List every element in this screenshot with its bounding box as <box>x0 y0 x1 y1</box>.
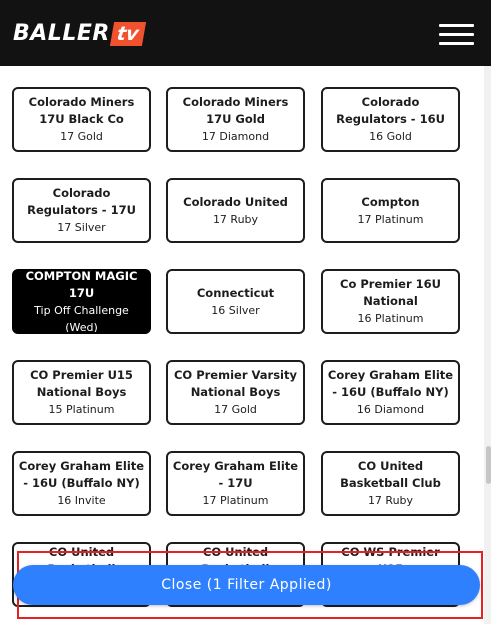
app-header <box>0 0 491 66</box>
ballertv-logo[interactable] <box>13 21 144 47</box>
logo-wordmark: BALLER <box>13 21 110 46</box>
team-filter-tile[interactable] <box>321 178 460 243</box>
team-division: 17 Platinum <box>202 494 269 507</box>
close-filter-button[interactable]: Close (1 Filter Applied) <box>13 565 480 605</box>
team-name: Colorado United <box>183 194 288 209</box>
team-division: 17 Platinum <box>357 212 424 226</box>
team-filter-tile[interactable] <box>166 87 305 152</box>
team-filter-tile[interactable] <box>321 451 460 516</box>
team-division: 17 Diamond <box>201 130 270 143</box>
team-division: 17 Ruby <box>212 212 259 226</box>
team-filter-tile[interactable] <box>166 360 305 425</box>
scrollbar-thumb[interactable] <box>486 446 491 484</box>
team-filter-tile[interactable] <box>12 451 151 516</box>
logo-badge: tv <box>110 22 147 46</box>
team-name: Colorado Regulators - 16U <box>336 95 445 126</box>
team-name: CO Premier U15 National Boys <box>30 368 133 399</box>
team-name: Corey Graham Elite - 16U (Buffalo NY) <box>18 459 145 490</box>
team-name: Co Premier 16U National <box>340 277 441 308</box>
scrollbar-track[interactable] <box>484 66 491 624</box>
team-name: Colorado Regulators - 17U <box>27 186 136 217</box>
team-filter-tile[interactable] <box>12 87 151 152</box>
team-name: CO Premier Varsity National Boys <box>173 368 297 399</box>
team-name: COMPTON MAGIC 17U <box>25 269 138 300</box>
team-division: 17 Ruby <box>367 494 414 507</box>
team-name: CO WS Premier <box>341 545 440 559</box>
team-division: 15 Platinum <box>48 403 115 416</box>
team-name: Corey Graham Elite - 16U (Buffalo NY) <box>327 368 454 399</box>
team-filter-tile[interactable] <box>321 360 460 425</box>
team-division: 16 Diamond <box>356 403 425 416</box>
hamburger-menu-icon[interactable] <box>439 24 474 46</box>
team-filter-tile[interactable] <box>12 178 151 243</box>
team-division: 17 Gold <box>214 403 257 416</box>
team-division: Tip Off Challenge (Wed) <box>34 303 129 334</box>
team-division: 16 Gold <box>369 130 412 143</box>
team-filter-tile[interactable] <box>166 451 305 516</box>
team-division: 16 Platinum <box>357 312 424 325</box>
team-division: 16 Silver <box>211 303 260 317</box>
team-name: Compton <box>361 194 420 209</box>
team-name: CO United <box>202 545 269 559</box>
team-name: Corey Graham Elite - 17U <box>172 459 299 490</box>
team-filter-tile[interactable] <box>321 87 460 152</box>
team-name: CO United <box>48 545 115 559</box>
team-division: 16 Invite <box>57 494 106 507</box>
team-filter-tile[interactable] <box>12 269 151 334</box>
team-filter-tile[interactable] <box>321 269 460 334</box>
team-filter-tile[interactable] <box>166 178 305 243</box>
team-filter-tile[interactable] <box>166 269 305 334</box>
team-name: Colorado Miners 17U Gold <box>182 95 289 126</box>
team-name: Connecticut <box>196 285 275 300</box>
team-name: Colorado Miners 17U Black Co <box>28 95 135 126</box>
team-name: CO United Basketball Club <box>340 459 441 490</box>
team-division: 17 Gold <box>60 130 103 143</box>
team-division: 17 Silver <box>57 221 106 234</box>
team-filter-tile[interactable] <box>12 360 151 425</box>
